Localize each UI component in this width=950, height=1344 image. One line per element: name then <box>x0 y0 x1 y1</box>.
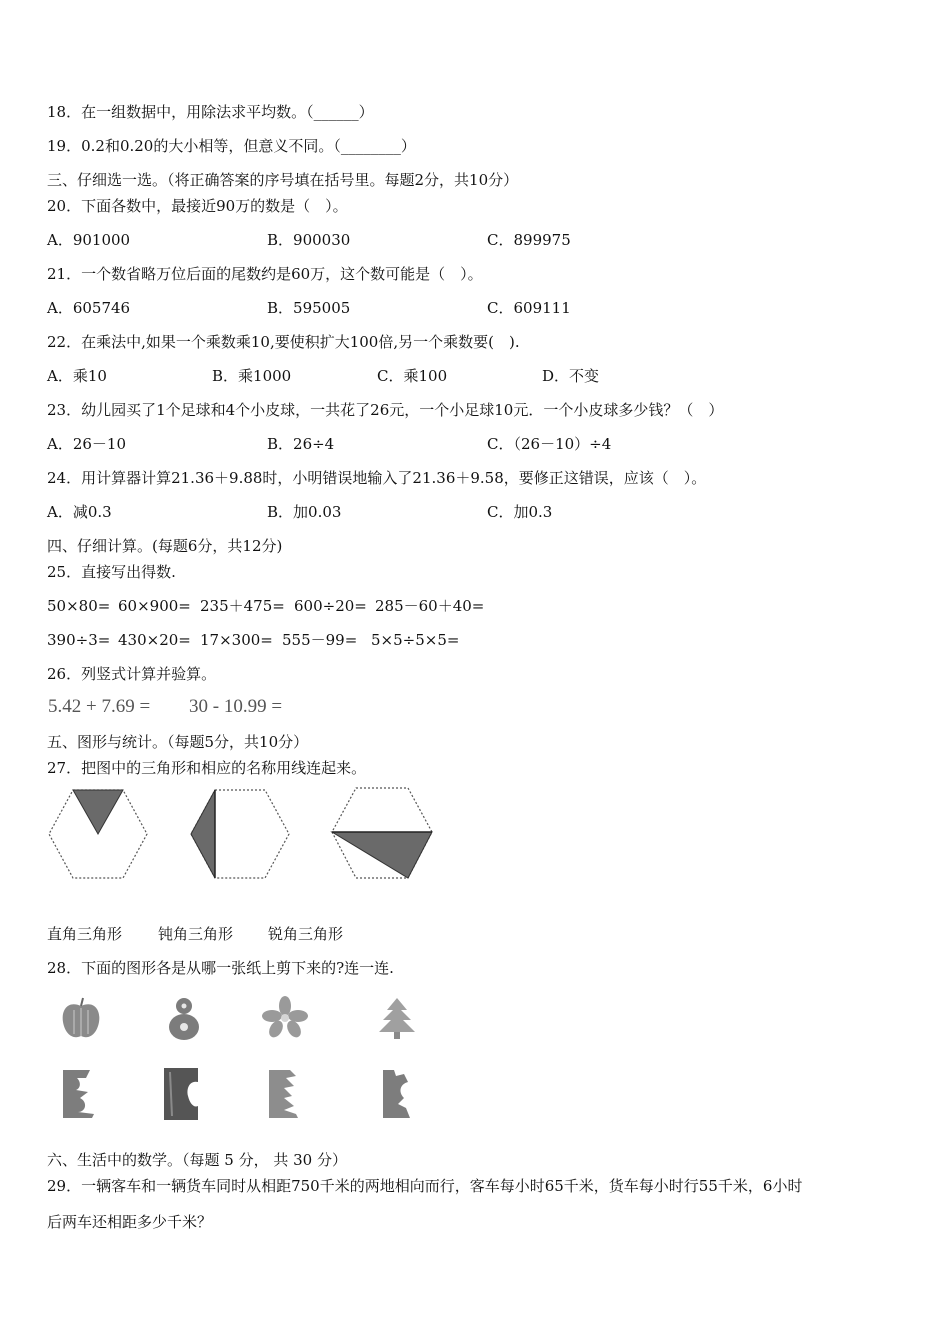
question-29-line-1: 29．一辆客车和一辆货车同时从相距750千米的两地相向而行，客车每小时65千米，货车每小时行55千米，6小时 <box>47 1177 803 1195</box>
calc-item: 5×5÷5×5= <box>371 631 460 649</box>
question-20-option-b: B．900030 <box>267 231 351 249</box>
question-26-stem: 26．列竖式计算并验算。 <box>47 665 217 683</box>
section-3-heading: 三、仔细选一选。（将正确答案的序号填在括号里。每题2分，共10分） <box>47 171 519 189</box>
section-4-heading: 四、仔细计算。(每题6分，共12分) <box>47 537 283 555</box>
question-27-stem: 27．把图中的三角形和相应的名称用线连起来。 <box>47 759 367 777</box>
calc-item: 600÷20= <box>294 597 367 615</box>
question-21-stem: 21．一个数省略万位后面的尾数约是60万，这个数可能是（ ）。 <box>47 265 483 283</box>
question-23-option-b: B．26÷4 <box>267 435 335 453</box>
question-22-stem: 22．在乘法中,如果一个乘数乘10,要使积扩大100倍,另一个乘数要( ). <box>47 333 520 351</box>
question-24-option-c: C．加0.3 <box>487 503 553 521</box>
question-22-option-b: B．乘1000 <box>212 367 292 385</box>
question-29-line-2: 后两车还相距多少千米？ <box>47 1213 213 1231</box>
paper-piece-4-icon <box>380 1068 414 1120</box>
question-24-option-a: A．减0.3 <box>47 503 112 521</box>
hexagon-figure-1 <box>45 788 155 880</box>
gourd-shape-icon <box>163 994 205 1042</box>
paper-piece-3-icon <box>266 1068 302 1120</box>
paper-piece-2-icon <box>162 1066 202 1122</box>
question-21-option-c: C．609111 <box>487 299 571 317</box>
section-6-heading: 六、生活中的数学。（每题 5 分， 共 30 分） <box>47 1151 347 1169</box>
calc-item: 50×80= <box>47 597 111 615</box>
calc-item: 17×300= <box>200 631 273 649</box>
question-18: 18．在一组数据中，用除法求平均数。（______） <box>47 103 374 121</box>
question-25-stem: 25．直接写出得数. <box>47 563 176 581</box>
question-21-option-a: A．605746 <box>47 299 131 317</box>
question-22-option-d: D．不变 <box>542 367 600 385</box>
flower-shape-icon <box>262 996 308 1038</box>
paper-piece-1-icon <box>60 1068 98 1120</box>
vertical-calc-expression-2: 30 - 10.99 = <box>189 696 283 717</box>
calc-item: 235＋475= <box>200 597 285 615</box>
question-23-stem: 23．幼儿园买了1个足球和4个小皮球，一共花了26元，一个小足球10元．一个小皮球多少钱？（ ） <box>47 401 724 419</box>
question-22-option-a: A．乘10 <box>47 367 107 385</box>
question-20-option-a: A．901000 <box>47 231 131 249</box>
hexagon-figure-3 <box>326 786 438 882</box>
calc-item: 430×20= <box>118 631 191 649</box>
question-22-option-c: C．乘100 <box>377 367 448 385</box>
question-28-stem: 28．下面的图形各是从哪一张纸上剪下来的?连一连. <box>47 959 394 977</box>
tree-shape-icon <box>375 996 419 1040</box>
calc-item: 555－99= <box>282 631 358 649</box>
hexagon-figure-2 <box>185 788 295 880</box>
calc-item: 390÷3= <box>47 631 111 649</box>
question-23-option-c: C．（26－10）÷4 <box>487 435 612 453</box>
calc-item: 60×900= <box>118 597 191 615</box>
section-5-heading: 五、图形与统计。（每题5分，共10分） <box>47 733 309 751</box>
question-21-option-b: B．595005 <box>267 299 351 317</box>
question-24-option-b: B．加0.03 <box>267 503 342 521</box>
label-right-triangle: 直角三角形 <box>47 925 123 943</box>
label-obtuse-triangle: 钝角三角形 <box>158 925 234 943</box>
apple-shape-icon <box>58 996 104 1042</box>
question-20-option-c: C．899975 <box>487 231 571 249</box>
vertical-calc-expression-1: 5.42 + 7.69 = <box>48 696 151 717</box>
question-20-stem: 20．下面各数中，最接近90万的数是（ ）。 <box>47 197 348 215</box>
question-23-option-a: A．26－10 <box>47 435 127 453</box>
question-19: 19．0.2和0.20的大小相等，但意义不同。（________） <box>47 137 416 155</box>
label-acute-triangle: 锐角三角形 <box>268 925 344 943</box>
calc-item: 285－60＋40= <box>375 597 485 615</box>
question-24-stem: 24．用计算器计算21.36＋9.88时，小明错误地输入了21.36＋9.58，要修正这错误，应该（ ）。 <box>47 469 707 487</box>
